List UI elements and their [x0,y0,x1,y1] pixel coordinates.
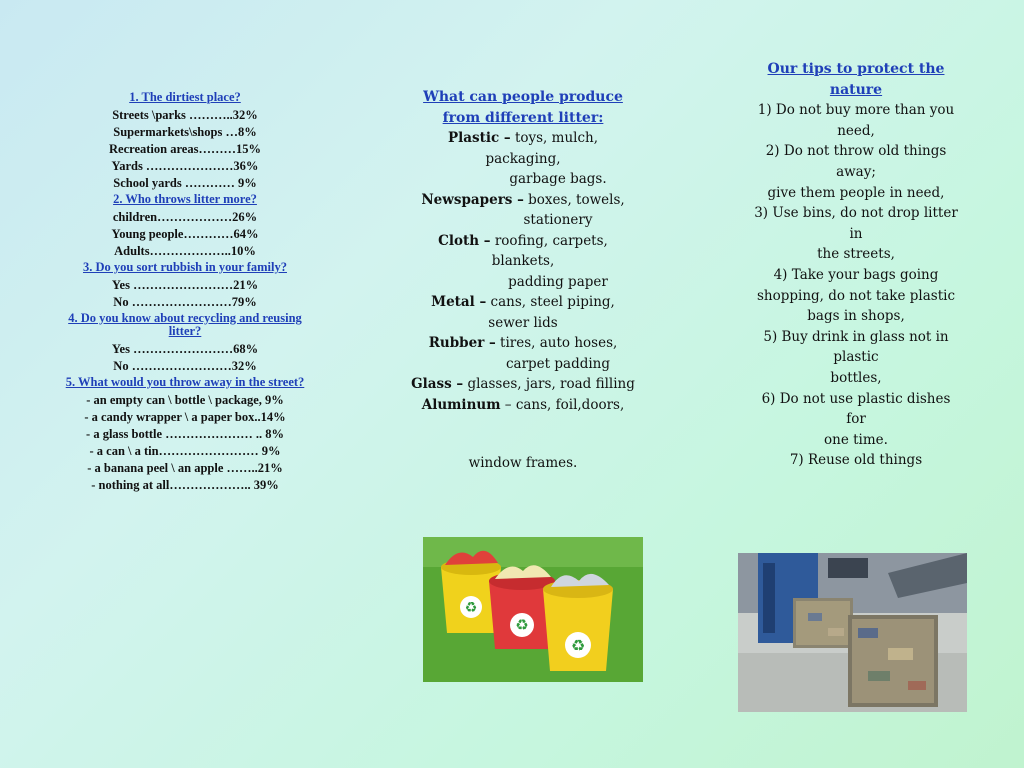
material-label: Rubber – [428,335,496,351]
tip-item: one time. [824,431,888,448]
survey-answer: - a glass bottle ………………… .. 8% [86,427,284,441]
material-uses: glasses, jars, road filling [463,376,635,392]
material-label: Aluminum [421,396,501,413]
survey-question-3: 3. Do you sort rubbish in your family? [83,260,287,274]
tip-item: bags in shops, [807,308,905,325]
tip-item: 5) Buy drink in glass not in plastic [763,328,949,366]
tips-column [752,59,960,471]
material-uses: boxes, towels, [523,191,625,208]
material-uses: toys, mulch, packaging, [485,130,598,167]
material-uses: padding paper [508,273,608,290]
survey-answer: Young people…………64% [111,227,259,241]
material-label: Plastic – [447,130,511,146]
tip-item: 4) Take your bags going shopping, do not take plastic [756,266,956,304]
material-label: Newspapers – [421,191,524,208]
tip-item: 1) Do not buy more than you need, [757,102,955,139]
compressed-bales-illustration [738,553,967,712]
survey-answer: - nothing at all……………….. 39% [91,478,279,492]
svg-text:♻: ♻ [464,600,478,616]
survey-answer: No ……………………32% [113,359,257,373]
produce-item-rubber [410,333,636,354]
tips-heading: Our tips to protect the nature [767,61,945,98]
produce-item-aluminum [410,395,636,416]
survey-answer: Supermarkets\shops …8% [113,125,257,139]
survey-answer: Adults………………..10% [114,244,256,258]
survey-answer: School yards ………… 9% [113,176,257,190]
recycling-bins-photo [423,537,643,682]
tip-item: 7) Reuse old things [789,452,923,469]
tip-item: 2) Do not throw old things away; [765,143,947,180]
material-uses: stationery [523,212,593,228]
tip-item: the streets, [817,246,895,263]
material-uses: window frames. [468,455,578,471]
survey-answer: No ……………………79% [113,295,257,309]
survey-answer: - a can \ a tin…………………… 9% [89,444,281,458]
survey-question-4: 4. Do you know about recycling and reusing litter? [68,311,302,338]
survey-answer: Streets \parks ………..32% [112,108,258,122]
material-uses: carpet padding [505,355,611,372]
svg-text:♻: ♻ [515,616,529,634]
survey-answer: Recreation areas………15% [109,142,261,156]
tip-item: 6) Do not use plastic dishes for [761,390,951,428]
survey-question-5: 5. What would you throw away in the street? [65,375,305,389]
material-label: Metal – [431,294,487,310]
produce-column [410,87,636,474]
svg-text:♻: ♻ [570,636,586,655]
recycling-bins-illustration [423,537,643,682]
material-uses: roofing, carpets, blankets, [490,232,608,269]
survey-column [62,90,308,494]
tip-item: 3) Use bins, do not drop litter in [754,205,958,242]
material-uses: tires, auto hoses, [495,335,618,351]
material-label: Cloth – [438,232,491,249]
produce-item-plastic [410,128,636,169]
tip-item: give them people in need, [767,184,945,201]
survey-answer: - a candy wrapper \ a paper box..14% [84,410,286,424]
material-label: Glass – [411,376,464,392]
produce-heading: What can people produce from different litter: [423,89,623,126]
survey-question-1: 1. The dirtiest place? [129,90,241,104]
survey-answer: - an empty can \ bottle \ package, 9% [86,393,284,407]
material-uses: cans, steel piping, sewer lids [486,294,615,331]
survey-answer: Yards …………………36% [111,159,259,173]
tip-item: bottles, [830,369,882,386]
survey-answer: children………………26% [112,210,258,224]
recycling-plant-photo [738,553,967,712]
material-uses: garbage bags. [509,171,607,187]
survey-answer: Yes ……………………21% [111,278,259,292]
produce-item-metal [410,292,636,333]
survey-answer: - a banana peel \ an apple ……..21% [87,461,283,475]
produce-item-glass [410,374,636,395]
produce-item-cloth [410,231,636,272]
survey-answer: Yes ……………………68% [111,342,259,356]
survey-question-2: 2. Who throws litter more? [113,192,257,206]
material-uses: – cans, foil,doors, [500,396,625,413]
produce-item-newspapers [410,190,636,211]
